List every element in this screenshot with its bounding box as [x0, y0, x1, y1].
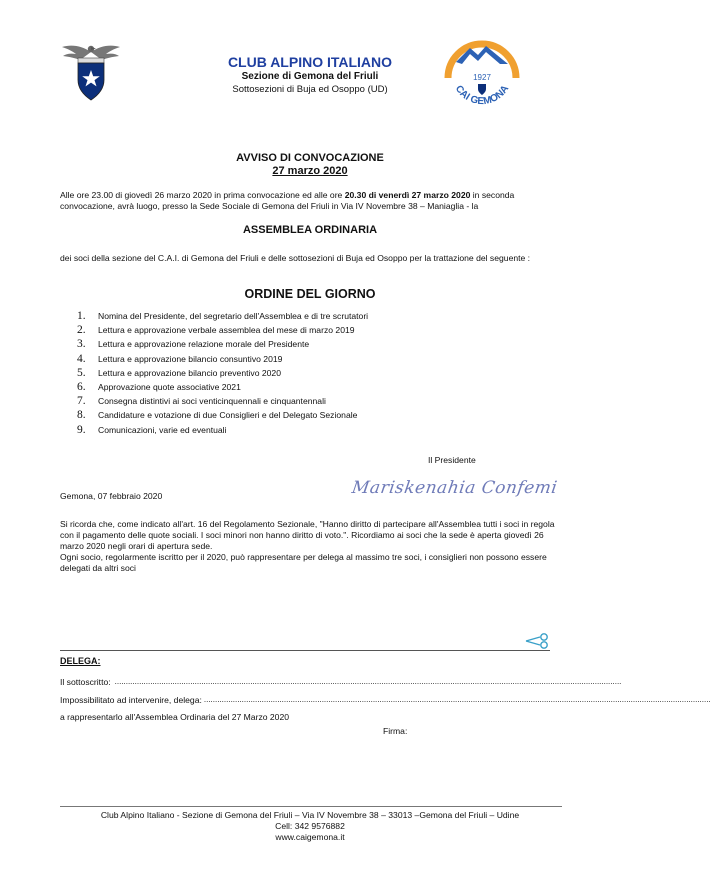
agenda-item-text: Consegna distintivi ai soci venticinquennali e cinquantennali [98, 396, 326, 407]
agenda-title: ORDINE DEL GIORNO [244, 287, 376, 301]
agenda-item-text: Nomina del Presidente, del segretario dell'Assemblea e di tre scrutatori [98, 311, 369, 321]
footer [0, 810, 620, 843]
reminder-text-2: Ogni socio, regolarmente iscritto per il 2020, può rappresentare per delega al massimo tre soci, i consiglieri non possono essere delegati da altri soci [60, 552, 547, 573]
delega-title: DELEGA: [60, 656, 101, 666]
delega-line-2-label: Impossibilitato ad intervenire, delega: [60, 695, 202, 705]
agenda-item-text: Comunicazioni, varie ed eventuali [98, 424, 227, 435]
agenda-item-text: Approvazione quote associative 2021 [98, 381, 241, 392]
agenda-item-text: Lettura e approvazione verbale assemblea del mese di marzo 2019 [98, 325, 355, 336]
agenda-item-text: Candidature e votazione di due Consiglieri e del Delegato Sezionale [98, 410, 358, 421]
section-name: Sezione di Gemona del Friuli [241, 71, 379, 82]
footer-divider [60, 806, 562, 807]
agenda-item-number: 5. [77, 366, 86, 379]
footer-website[interactable]: www.caigemona.it [275, 832, 345, 842]
agenda-item-text: Lettura e approvazione relazione morale del Presidente [98, 339, 310, 350]
agenda-item-number: 9. [77, 423, 86, 436]
scissors-icon [524, 633, 552, 649]
reminder-paragraph [60, 519, 560, 574]
agenda-item [77, 337, 557, 351]
org-name: CLUB ALPINO ITALIANO [227, 54, 393, 70]
header [0, 0, 620, 110]
assembly-title: ASSEMBLEA ORDINARIA [242, 224, 378, 236]
members-paragraph: dei soci della sezione del C.A.I. di Gemona del Friuli e delle sottosezioni di Buja ed Osoppo per la trattazione del seguente : [60, 253, 531, 263]
delega-line-2-field[interactable]: .................................................................................................................................................................................................................................... [203, 695, 711, 704]
cut-line [60, 650, 550, 651]
footer-phone: Cell: 342 9576882 [275, 821, 345, 831]
intro-text-bold: 20.30 di venerdì 27 marzo 2020 [344, 190, 471, 200]
agenda-item [77, 309, 557, 323]
cai-gemona-logo [440, 34, 524, 114]
reminder-text-1: Si ricorda che, come indicato all'art. 16 del Regolamento Sezionale, "Hanno diritto di partecipare all'Assemblea tutti i soci in regola con il pagamento delle quote sociali. I soci minori non hanno diritto di voto.". Ricordiamo ai soci che la sede è aperta giovedì 26 marzo 2020 negli orari di apertura sede. [60, 519, 555, 551]
agenda-item [77, 323, 557, 337]
delega-line-2 [60, 695, 711, 705]
handwritten-signature: Mariskenahia Confemi [350, 478, 559, 498]
agenda-item-text: Lettura e approvazione bilancio consuntivo 2019 [98, 353, 283, 364]
agenda-item [77, 366, 557, 380]
footer-address: Club Alpino Italiano - Sezione di Gemona del Friuli – Via IV Novembre 38 – 33013 –Gemona del Friuli – Udine [100, 810, 520, 820]
intro-text-2: in seconda convocazione, avrà luogo, presso la Sede Sociale di Gemona del Friuli in Via IV Novembre 38 – Maniaglia - la [60, 190, 515, 211]
agenda-item-number: 1. [77, 310, 86, 322]
delega-line-1-field[interactable]: .................................................................................................................................................................................................................................... [114, 677, 622, 686]
agenda-item-number: 7. [77, 395, 86, 408]
agenda-item-number: 2. [77, 324, 86, 337]
notice-date: 27 marzo 2020 [272, 165, 348, 177]
intro-text-1: Alle ore 23.00 di giovedì 26 marzo 2020 in prima convocazione ed alle ore [60, 190, 345, 200]
agenda-item-number: 8. [77, 409, 86, 422]
delega-line-1-label: Il sottoscritto: [60, 677, 111, 687]
agenda-item-number: 4. [77, 352, 86, 365]
agenda-item-text: Lettura e approvazione bilancio preventivo 2020 [98, 367, 281, 378]
notice-title: AVVISO DI CONVOCAZIONE [236, 152, 384, 164]
agenda-item [77, 408, 557, 422]
delega-line-3: a rappresentarlo all'Assemblea Ordinaria del 27 Marzo 2020 [60, 712, 290, 722]
intro-paragraph [60, 190, 560, 212]
agenda-item [77, 423, 557, 437]
agenda-item [77, 380, 557, 394]
agenda-item-number: 3. [77, 338, 86, 351]
place-date: Gemona, 07 febbraio 2020 [60, 491, 163, 501]
logo-text: CAI GEMONA [452, 83, 512, 108]
president-role: Il Presidente [428, 455, 476, 465]
subsections-name: Sottosezioni di Buja ed Osoppo (UD) [232, 84, 388, 95]
agenda-item-number: 6. [77, 380, 86, 393]
agenda-item [77, 352, 557, 366]
agenda-item [77, 394, 557, 408]
logo-year: 1927 [473, 73, 491, 82]
firma-label: Firma: [383, 726, 408, 736]
agenda-list [77, 309, 557, 437]
delega-line-1 [60, 677, 622, 687]
